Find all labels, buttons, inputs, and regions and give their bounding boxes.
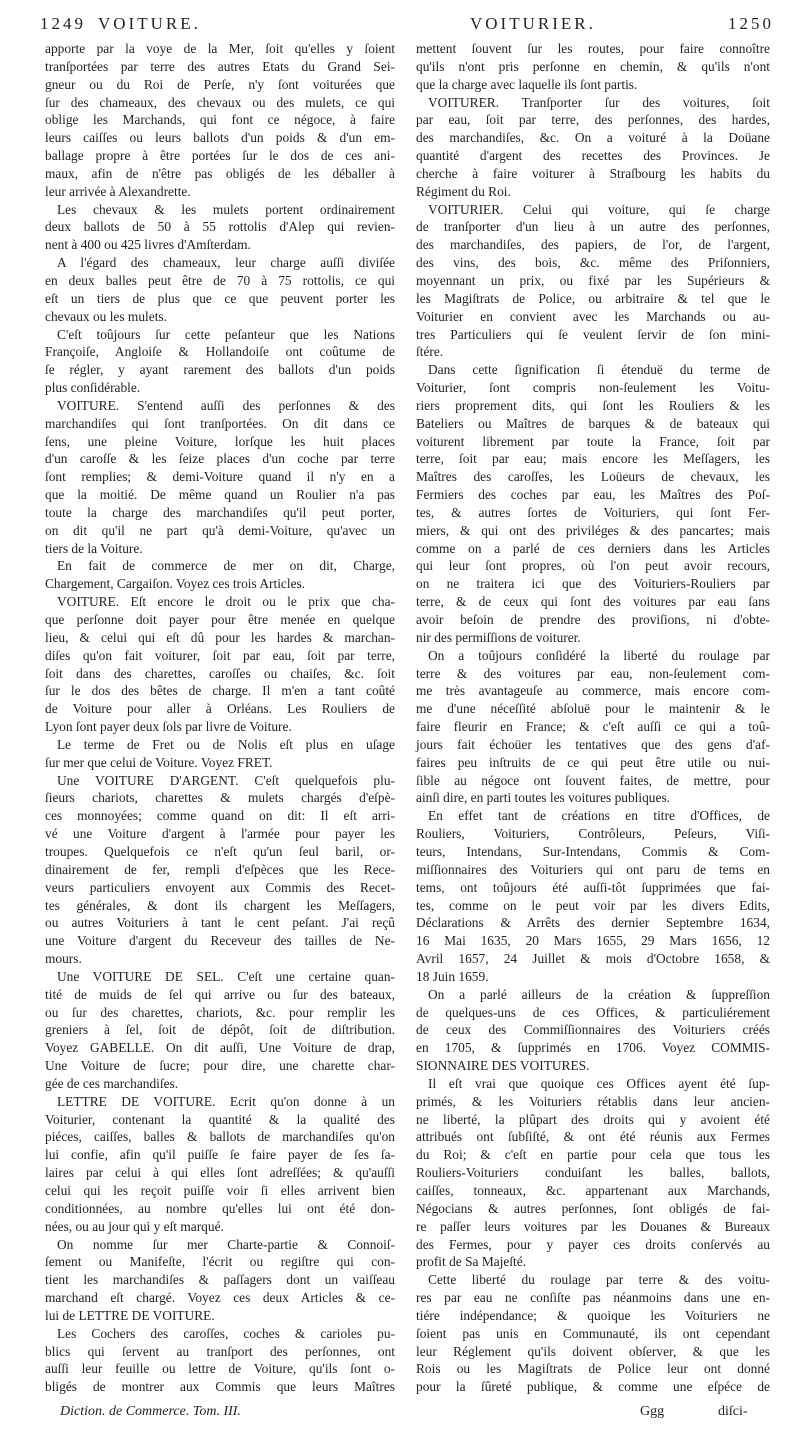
text-line: piéces, caiſſes, balles & ballots de marchandiſes qu'on [45,1129,395,1145]
paragraph [45,1325,395,1396]
text-line: Régiment du Roi. [416,183,511,199]
text-line: ſible au négoce ont ſouvent faites, de mettre, pour [416,772,770,788]
paragraph [45,557,395,593]
text-line: tes, comme on le peut voir par les divers Edits, [416,897,770,913]
text-line: gneur ou du Roi de Perſe, n'y ſont voiturées que [45,76,395,92]
text-line: ſens, une pleine Voiture, lorſque les huit places [45,433,395,449]
text-line: res par eau ne conſiſte pas néanmoins dans une en- [416,1290,770,1306]
text-line: lui confie, afin qu'il puiſſe ſe faire payer de ſes ſa- [45,1147,395,1163]
text-line: en 1705, & ſupprimés en 1706. Voyez COMMIS- [416,1040,770,1056]
catchword: diſci- [718,1404,748,1419]
text-line: que perſonne doit payer pour être menée en quelque [45,612,395,627]
paragraph [45,254,395,325]
paragraph [416,986,770,1075]
text-line: que la charge avec laquelle ils ſont partis. [416,76,638,92]
text-line: des marchandiſes, des papiers, de l'or, de l'argent, [416,237,770,253]
text-line: en deux balles peut être de 70 à 75 rottolis, ce qui [45,272,395,288]
text-line: marchand eſt chargé. Voyez ces deux Articles & ce- [45,1290,395,1306]
text-line: ſe régler, y ayant rarement des ballots d'un poids [45,362,395,378]
text-line: terre, & de ceux qui ſont des voitures par eau ſans [416,594,770,610]
text-line: lui de LETTRE DE VOITURE. [45,1307,215,1323]
text-line: tranſportées par terre des autres Etats du Grand Sei- [45,58,395,74]
text-line: riers proprement dits, qui ſont les Rouliers & les [416,397,770,413]
text-line: toute la charge des marchandiſes qu'il peut porter, [45,504,395,520]
text-line: Cette liberté du roulage par terre & des voitu- [428,1272,770,1288]
text-line: miers, & qui ont des priviléges & des pancartes; mais [416,522,770,538]
text-line: Les chevaux & les mulets portent ordinairement [57,201,395,217]
text-line: auſſi leur feuille ou lettre de Voiture, qu'ils ſont o- [45,1361,395,1377]
text-line: nées, ou au jour qui y eſt marqué. [45,1218,224,1234]
text-line: maux, afin de n'être pas obligés de les déballer à [45,165,395,181]
text-line: oblige les Marchands, qui font ce négoce, à faire [45,112,395,128]
text-line: Lyon ſont payer deux ſols par livre de Voiture. [45,719,292,735]
paragraph [416,40,770,94]
paragraph [45,736,395,772]
text-line: laires par celui à qui elles ſont adreſſées; & qu'auſſi [45,1165,395,1181]
text-line: mours. [45,951,82,967]
text-line: 18 Juin 1659. [416,968,489,984]
text-line: tité de muids de ſel qui arrive ou ſur des bateaux, [45,986,395,1002]
text-line: tient les marchandiſes & paſſagers dont un vaiſſeau [45,1272,395,1288]
text-line: 16 Mai 1635, 20 Mars 1655, 29 Mars 1656, 12 [416,933,770,949]
text-line: attribués ont ſubſiſté, & ont été réunis aux Fermes [416,1129,770,1145]
text-line: greniers à ſel, ſoit de dépôt, ſoit de diſtribution. [45,1022,395,1038]
text-line: profit de Sa Majeſté. [416,1254,527,1270]
text-line: leurs caiſſes ou leurs ballots d'un poids & d'un em- [45,130,395,146]
text-line: troupes. Quelquefois ce n'eſt qu'un ſeul baril, or- [45,843,395,859]
text-line: une Voiture d'argent du Receveur des tailles de Ne- [45,933,395,949]
text-line: On nomme ſur mer Charte-partie & Connoiſ- [57,1236,395,1252]
text-line: Une VOITURE D'ARGENT. C'eſt quelquefois plu- [57,772,395,788]
text-line: ſur mer que celui de Voiture. Voyez FRET. [45,754,273,770]
text-line: terre, ſoit par eau; mais encore les Meſſagers, les [416,451,770,467]
text-line: on ne traitera ici que des Voituriers-Rouliers par [416,576,770,592]
text-line: comme on a parlé de ces derniers dans les Articles [416,540,770,556]
text-line: Maîtres des caroſſes, les Loüeurs de chevaux, les [416,469,770,485]
text-line: ſoient pas unis en Communauté, ils ont cependant [416,1325,770,1341]
text-line: qui leur ſont propres, où l'on peut avoir recours, [416,558,770,574]
text-line: Voiturier en convient avec les Marchands ou au- [416,308,770,324]
text-line: On a parlé ailleurs de la création & ſuppreſſion [428,986,770,1002]
text-line: En fait de commerce de mer on dit, Charge, [57,558,395,574]
footer-title: Diction. de Commerce. Tom. III. [60,1404,241,1419]
text-line: bligés de montrer aux Commis que leurs Maîtres [45,1379,395,1395]
running-head-right: VOITURIER. [470,14,596,33]
text-line: Avril 1657, 24 Juillet & mois d'Octobre 1658, & [416,951,770,967]
text-line: quantité d'argent des recettes des Provinces. Je [416,148,770,164]
paragraph [45,772,395,968]
text-line: VOITURE. Eſt encore le droit ou le prix que cha- [57,594,395,610]
text-line: pour la ſûreté publique, & comme une eſpéce de [416,1379,770,1395]
left-column [45,40,395,1396]
page-number-right: 1250 [728,14,774,33]
text-line: ou autres Voituriers à tant le cent peſant. J'ai reçû [45,915,395,931]
text-line: Une VOITURE DE SEL. C'eſt une certaine quan- [57,968,395,984]
text-line: tems, ont toûjours été auſſi-tôt ſupprimées que fai- [416,879,770,895]
text-line: cherche à faire voiturer à Straſbourg les habits du [416,165,770,181]
text-line: Rouliers-Voituriers conduiſant les balles, ballots, [416,1165,770,1181]
text-line: A l'égard des chameaux, leur charge auſſi diviſée [57,255,395,271]
text-line: nir des permiſſions de voiturer. [416,629,581,645]
text-line: Voyez GABELLE. On dit auſſi, Une Voiture de drap, [45,1040,395,1056]
text-line: du Roi; & c'eſt en partie pour cela que tous les [416,1147,770,1163]
text-line: des vins, des bois, &c. même des Priſonniers, [416,255,770,271]
paragraph [45,40,395,201]
text-line: marchandiſes qui ſont tranſportées. On dit dans ce [45,415,395,431]
text-line: ſur le dos des bêtes de charge. Il m'en a tant coûté [45,683,395,699]
text-line: ſur des chameaux, des chevaux ou des mulets, ce qui [45,94,395,110]
text-line: blics qui ſervent au tranſport des perſonnes, ont [45,1343,395,1359]
text-line: que la moitié. De même quand un Roulier n'a pas [45,487,395,503]
text-line: Dans cette ſignification ſi étenduë du terme de [428,362,770,378]
text-line: Rouliers, Voituriers, Contrôleurs, Peſeurs, Viſi- [416,826,770,842]
text-line: voiturent librement par toute la France, ſoit par [416,433,770,449]
text-line: ſieurs chariots, charettes & mulets chargés d'eſpè- [45,790,395,806]
text-line: LETTRE DE VOITURE. Ecrit qu'on donne à un [57,1093,395,1109]
text-line: lieu, & celui qui eſt dû pour les hardes & marchan- [45,629,395,645]
text-line: mettent ſouvent ſur les routes, pour faire connoître [416,41,770,56]
text-line: Rois ou les Magiſtrats de Police leur ont donné [416,1361,770,1377]
page-number-left: 1249 [40,14,86,33]
text-line: deux ballots de 50 à 55 rottolis d'Alep qui revien- [45,219,395,235]
paragraph [416,94,770,201]
text-line: tiére indépendance; & quoique les Voituriers ne [416,1307,770,1323]
text-line: ſtére. [416,344,444,360]
text-line: Le terme de Fret ou de Nolis eſt plus en uſage [57,736,395,752]
paragraph [45,1236,395,1325]
text-line: leur arrivée à Alexandrette. [45,183,191,199]
text-line: Bateliers ou Maîtres de barques & de bateaux qui [416,415,770,431]
text-line: des marchandiſes, &c. On a voituré à la Doüane [416,130,770,146]
paragraph [45,968,395,1093]
text-line: les Magiſtrats de Police, ou arbitraire & tel que le [416,290,770,306]
text-line: tes générales, & dont ils chargent les Meſſagers, [45,897,395,913]
text-line: gée de ces marchandiſes. [45,1075,179,1091]
text-line: des Fermes, pour y payer ces droits conſervés au [416,1236,770,1252]
paragraph [45,1093,395,1236]
paragraph [45,201,395,255]
text-line: moyennant un prix, ou fixé par les Supérieurs & [416,272,770,288]
paragraph [416,807,770,985]
text-line: d'un caroſſe & les ſeize places d'un coche par terre [45,451,395,467]
text-line: jours fait échoüer les tentatives que des gens d'af- [416,736,770,752]
text-line: eſt un tiers de plus que ce que peuvent porter les [45,290,395,306]
text-line: Il eſt vrai que quoique ces Offices ayent été ſup- [428,1075,770,1091]
text-line: par eau, ſoit par terre, des perſonnes, des hardes, [416,112,770,128]
paragraph [45,593,395,736]
text-line: veurs particuliers envoyent aux Commis des Recet- [45,879,395,895]
text-line: me très avantageuſe au commerce, mais encore com- [416,683,770,699]
text-line: C'eſt toûjours ſur cette peſanteur que les Nations [57,326,395,342]
text-line: primés, & les Voituriers rétablis dans leur ancien- [416,1093,770,1109]
running-head-left: VOITURE. [98,14,201,33]
text-line: celui qui les reçoit puiſſe voir ſi elles arrivent bien [45,1183,395,1198]
text-line: re paſſer leurs voitures par les Douanes & Bureaux [416,1218,770,1234]
text-line: ne liberté, la plûpart des droits qui y avoient été [416,1111,770,1127]
paragraph [45,326,395,397]
text-line: ballage propre à être portées ſur le dos de ces ani- [45,148,395,164]
paragraph [416,1075,770,1271]
right-column [416,40,770,1396]
text-line: Fermiers des coches par eau, les Maîtres des Poſ- [416,487,770,503]
text-line: Françoiſe, Angloiſe & Hollandoiſe ont coûtume de [45,344,395,360]
text-line: VOITURIER. Celui qui voiture, qui ſe charge [428,201,770,217]
text-line: On a toûjours conſidéré la liberté du roulage par [428,647,770,663]
text-line: tres Particuliers qui ſe veulent ſervir de ſon mini- [416,326,770,342]
text-line: SIONNAIRE DES VOITURES. [416,1058,590,1074]
text-line: de quelques-uns de ces Offices, & particuliérement [416,1004,770,1020]
text-line: dinairement de fer, rempli d'eſpèces que les Rece- [45,861,395,877]
paragraph [416,647,770,808]
text-line: tiers de la Voiture. [45,540,143,556]
text-line: En effet tant de créations en titre d'Offices, de [428,808,770,824]
text-line: faires peu inſtruits de ce qui peut être utile ou nui- [416,754,770,770]
text-line: plus conſidérable. [45,380,141,396]
text-line: Négocians & autres perſonnes, ſont obligés de fai- [416,1200,770,1216]
text-line: on dit qu'il ne part qu'à demi-Voiture, qu'avec un [45,522,395,538]
text-line: miſſionnaires des Voituriers qui ont paru de tems en [416,861,770,877]
paragraph [416,201,770,362]
text-line: avoir beſoin de prendre des proviſions, ni d'obte- [416,612,770,627]
text-line: Une Voiture de ſucre; pour dire, une charette char- [45,1058,395,1074]
text-line: de ceux des Commiſſionnaires des Voituriers créés [416,1022,770,1038]
text-line: diſes qu'on fait voiturer, ſoit par eau, ſoit par terre, [45,647,395,663]
text-line: ainſi dire, en parti toutes les voitures publiques. [416,790,670,806]
text-line: Voiturier, contenant la quantité & la qualité des [45,1111,395,1127]
text-line: ſoit dans des charettes, caroſſes ou chaiſes, &c. ſoit [45,665,395,681]
text-line: Chargement, Cargaiſon. Voyez ces trois Articles. [45,576,306,592]
text-line: conditionnées, au nombre qu'elles lui ont été don- [45,1200,395,1216]
text-line: VOITURER. Tranſporter ſur des voitures, ſoit [428,94,770,110]
text-line: ces monnoyées; comme quand on dit: Il eſt arri- [45,808,395,824]
text-line: nent à 400 ou 425 livres d'Amſterdam. [45,237,251,253]
paragraph [416,361,770,647]
text-line: tes, & autres ſortes de Voituriers, qui ſont Fer- [416,504,770,520]
signature-mark: Ggg [640,1404,665,1419]
text-line: Voiturier, ſont compris non-ſeulement les Voitu- [416,380,770,396]
paragraph [416,1271,770,1396]
text-line: terre & des voitures par eau, non-ſeulement com- [416,665,770,681]
text-line: me d'une néceſſité abſoluë pour le maintenir & le [416,701,770,717]
text-line: de Voiture pour aller à Orléans. Les Rouliers de [45,701,395,717]
text-line: teurs, Intendans, Sur-Intendans, Commis & Com- [416,843,770,859]
text-line: de tranſporter d'un lieu à un autre des perſonnes, [416,219,770,235]
text-line: Les Cochers des caroſſes, coches & carioles pu- [57,1325,395,1341]
text-line: apporte par la voye de la Mer, ſoit qu'elles y ſoient [45,41,395,56]
paragraph [45,397,395,558]
text-line: vé une Voiture d'argent à l'armée pour payer les [45,826,395,842]
text-line: leur Réglement qu'ils doivent obſerver, & que les [416,1343,770,1359]
text-line: faire fleurir en France; & c'eſt auſſi ce qui a toû- [416,719,770,735]
text-line: qu'ils n'ont pris perſonne en chemin, & qu'ils n'ont [416,58,770,74]
text-line: caiſſes, tonneaux, &c. appartenant aux Marchands, [416,1183,770,1198]
text-line: ou ſur des charettes, chariots, &c. pour remplir les [45,1004,395,1020]
text-line: Déclarations & Arrêts des dernier Septembre 1634, [416,915,770,931]
text-line: chevaux ou les mulets. [45,308,167,324]
text-line: ſont remplies; & demi-Voiture quand il n'y en a [45,469,395,485]
text-line: VOITURE. S'entend auſſi des perſonnes & des [57,397,395,413]
text-line: ſement ou Manifeſte, l'écrit ou regiſtre qui con- [45,1254,395,1270]
